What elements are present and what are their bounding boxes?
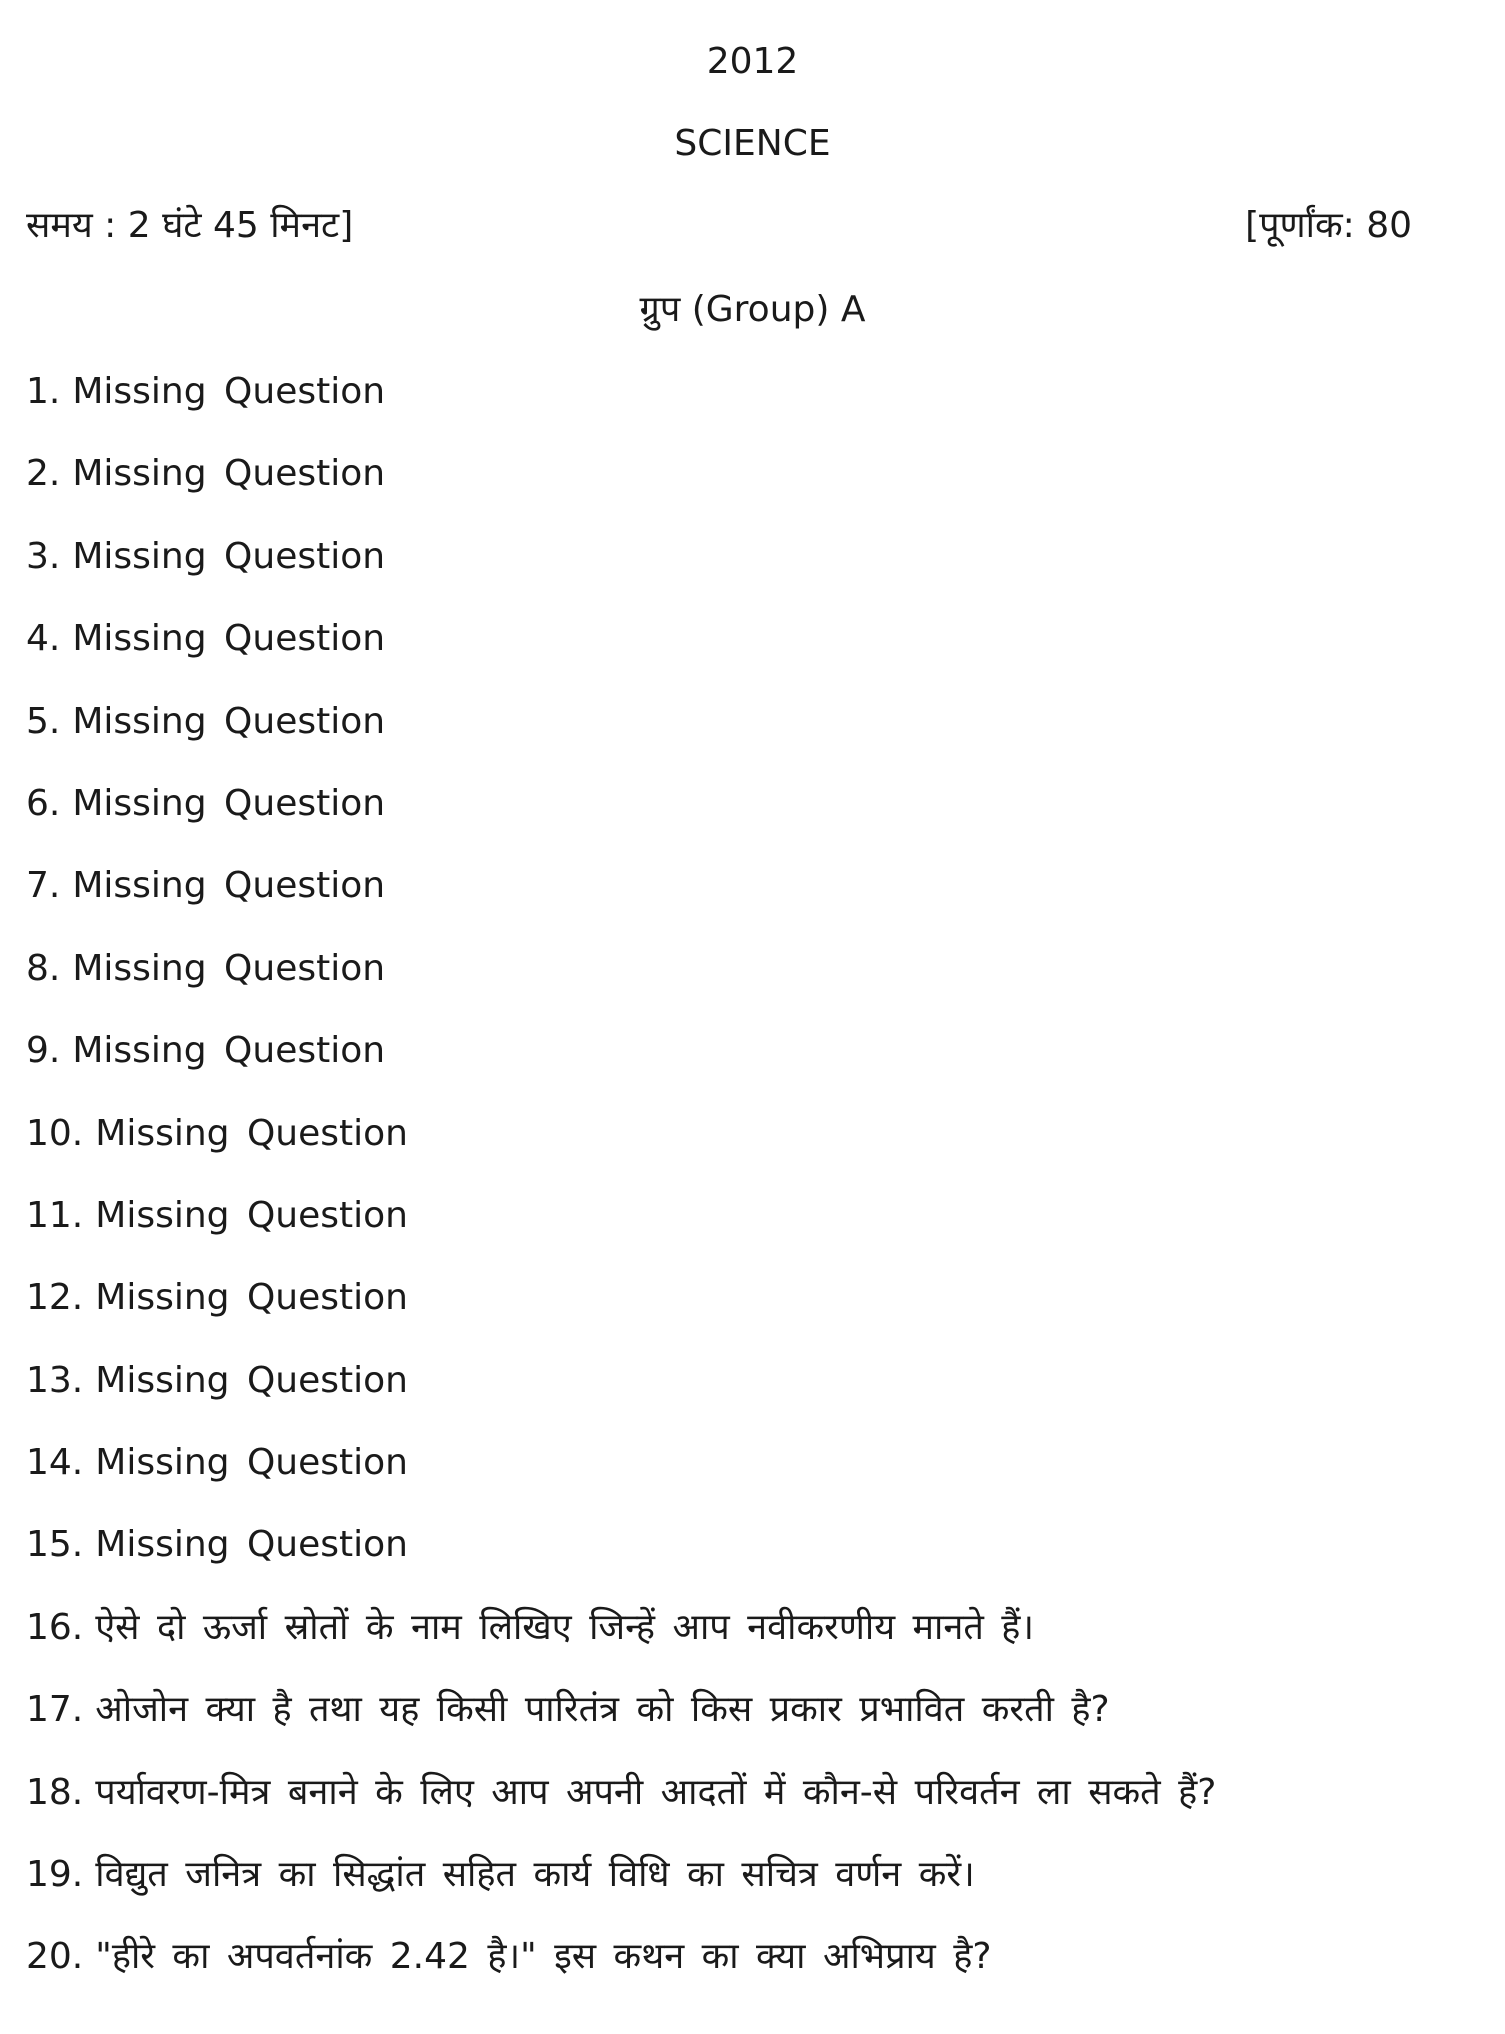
question-number: 1. — [26, 371, 61, 412]
question-item — [26, 535, 1476, 617]
question-number: 19. — [26, 1854, 84, 1896]
question-item — [26, 1935, 1476, 2017]
question-item — [26, 1029, 1476, 1111]
question-number: 12. — [26, 1277, 84, 1319]
question-list — [26, 370, 1476, 2018]
time-allowed: समय : 2 घंटे 45 मिनट] — [26, 205, 354, 246]
question-text: ओजोन क्या है तथा यह किसी पारितंत्र को किस प्रकार प्रभावित करती है? — [95, 1689, 1110, 1731]
question-number: 7. — [26, 865, 61, 907]
question-number: 16. — [26, 1606, 84, 1648]
question-number: 11. — [26, 1194, 84, 1236]
question-text: Missing Question — [95, 1442, 408, 1484]
question-item — [26, 452, 1476, 534]
question-text: Missing Question — [95, 1359, 408, 1401]
question-text: Missing Question — [72, 371, 386, 412]
question-item — [26, 1194, 1476, 1276]
question-item — [26, 1441, 1476, 1523]
question-number: 13. — [26, 1359, 84, 1401]
question-text: Missing Question — [72, 947, 386, 989]
question-number: 5. — [26, 700, 61, 742]
question-text: Missing Question — [72, 700, 386, 742]
question-item — [26, 1606, 1476, 1688]
question-number: 14. — [26, 1442, 84, 1484]
question-number: 15. — [26, 1524, 84, 1566]
question-item — [26, 1276, 1476, 1358]
question-number: 20. — [26, 1936, 84, 1978]
question-number: 4. — [26, 618, 61, 660]
question-item — [26, 947, 1476, 1029]
exam-subject: SCIENCE — [674, 123, 831, 164]
question-item — [26, 1112, 1476, 1194]
question-text: Missing Question — [72, 865, 386, 907]
question-item — [26, 370, 1476, 452]
exam-year: 2012 — [706, 41, 799, 82]
question-item — [26, 782, 1476, 864]
question-text: Missing Question — [95, 1277, 408, 1319]
question-number: 18. — [26, 1771, 84, 1813]
question-item — [26, 617, 1476, 699]
question-number: 9. — [26, 1030, 61, 1072]
question-item — [26, 700, 1476, 782]
question-number: 17. — [26, 1689, 84, 1731]
question-item — [26, 1359, 1476, 1441]
question-text: Missing Question — [72, 1030, 386, 1072]
question-item — [26, 1771, 1476, 1853]
question-text: Missing Question — [72, 618, 386, 660]
exam-meta-row — [26, 204, 1412, 248]
question-number: 8. — [26, 947, 61, 989]
question-number: 2. — [26, 453, 61, 495]
question-number: 3. — [26, 535, 61, 577]
question-item — [26, 864, 1476, 946]
full-marks: [पूर्णांक: 80 — [1245, 205, 1412, 246]
question-text: Missing Question — [72, 453, 386, 495]
question-text: Missing Question — [72, 535, 386, 577]
group-heading: ग्रुप (Group) A — [639, 289, 866, 330]
question-text: Missing Question — [95, 1194, 408, 1236]
question-text: ऐसे दो ऊर्जा स्रोतों के नाम लिखिए जिन्हें आप नवीकरणीय मानते हैं। — [95, 1606, 1035, 1648]
question-text: Missing Question — [72, 782, 386, 824]
question-item — [26, 1853, 1476, 1935]
question-text: Missing Question — [95, 1524, 408, 1566]
question-text: पर्यावरण-मित्र बनाने के लिए आप अपनी आदतों में कौन-से परिवर्तन ला सकते हैं? — [95, 1771, 1217, 1813]
question-number: 10. — [26, 1112, 84, 1154]
question-text: विद्युत जनित्र का सिद्धांत सहित कार्य विधि का सचित्र वर्णन करें। — [95, 1854, 975, 1896]
question-item — [26, 1688, 1476, 1770]
question-text: Missing Question — [95, 1112, 408, 1154]
question-number: 6. — [26, 782, 61, 824]
question-text: "हीरे का अपवर्तनांक 2.42 है।" इस कथन का क्या अभिप्राय है? — [95, 1936, 992, 1978]
question-item — [26, 1523, 1476, 1605]
